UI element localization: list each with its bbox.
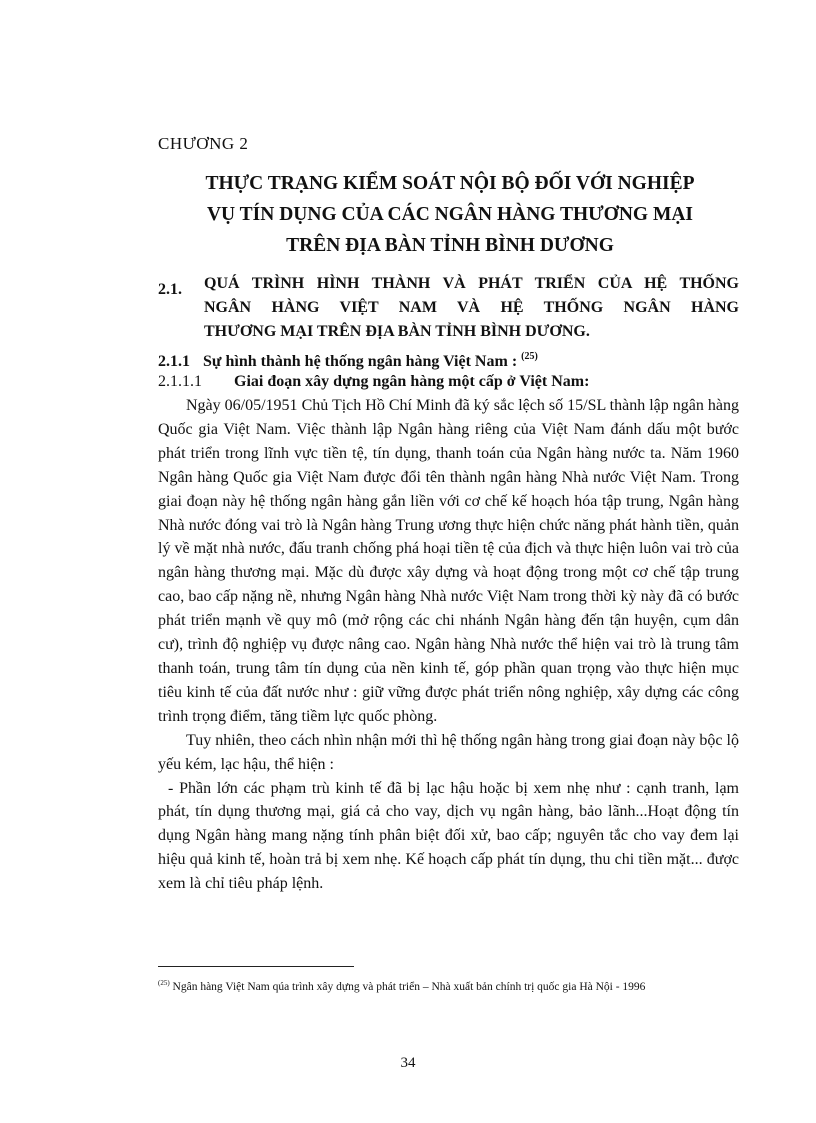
footnote [158, 974, 743, 996]
bullet-paragraph: - Phần lớn các phạm trù kinh tế đã bị lạc hậu hoặc bị xem nhẹ như : cạnh tranh, lạm phát, tín dụng thương mại, giá cả cho vay, dịch vụ ngân hàng, bảo lãnh...Hoạt động tín dụng Ngân hàng mang nặng tính phân biệt đối xử, bao cấp; nguyên tắc cho vay đem lại hiệu quả kinh tế, hoàn trả bị xem nhẹ. Kế hoạch cấp phát tín dụng, thu chi tiền mặt... được xem là chỉ tiêu pháp lệnh. [158, 779, 739, 893]
chapter-title [150, 168, 750, 261]
section-number: 2.1. [158, 281, 182, 298]
section-heading-line: NGÂN HÀNG VIỆT NAM VÀ HỆ THỐNG NGÂN HÀNG [204, 299, 739, 316]
chapter-label: CHƯƠNG 2 [158, 134, 249, 153]
page-number: 34 [400, 1055, 416, 1071]
footnote-divider [158, 966, 354, 967]
subsubsection-title: Giai đoạn xây dựng ngân hàng một cấp ở Việt Nam: [234, 373, 590, 390]
subsection-heading [158, 346, 538, 373]
subsection-number: 2.1.1 [158, 353, 190, 370]
paragraph: Tuy nhiên, theo cách nhìn nhận mới thì hệ thống ngân hàng trong giai đoạn này bộc lộ yếu kém, lạc hậu, thể hiện : [158, 731, 739, 773]
chapter-title-line: THỰC TRẠNG KIỂM SOÁT NỘI BỘ ĐỐI VỚI NGHIỆP [205, 173, 695, 194]
paragraph: Ngày 06/05/1951 Chủ Tịch Hồ Chí Minh đã ký sắc lệch số 15/SL thành lập ngân hàng Quốc gia Việt Nam. Việc thành lập Ngân hàng riêng của Việt Nam đánh dấu một bước phát triển trong lĩnh vực tiền tệ, tín dụng, thanh toán của Ngân hàng nước ta. Năm 1960 Ngân hàng Quốc gia Việt Nam được đổi tên thành ngân hàng Nhà nước Việt Nam. Trong giai đoạn này hệ thống ngân hàng gắn liền với cơ chế kế hoạch hóa tập trung, Ngân hàng Nhà nước đóng vai trò là Ngân hàng Trung ương thực hiện chức năng phát hành tiền, quản lý về mặt nhà nước, đấu tranh chống phá hoại tiền tệ của địch và thực hiện luôn vai trò của ngân hàng thương mại. Mặc dù được xây dựng và hoạt động trong một cơ chế tập trung cao, bao cấp nặng nề, nhưng Ngân hàng Nhà nước Việt Nam trong thời kỳ này đã có bước phát triển mạnh về quy mô (mở rộng các chi nhánh Ngân hàng đến tận huyện, cụm dân cư), trình độ nghiệp vụ được nâng cao. Ngân hàng Nhà nước thể hiện vai trò là trung tâm thanh toán, trung tâm tín dụng của nền kinh tế, góp phần quan trọng vào thực hiện mục tiêu kinh tế của đất nước như : giữ vững được phát triển nông nghiệp, xây dựng các công trình trọng điểm, tăng tiềm lực quốc phòng. [158, 397, 739, 725]
section-heading [204, 272, 739, 344]
footnote-marker: (25) [158, 979, 170, 987]
body-text [158, 394, 739, 896]
section-heading-line: THƯƠNG MẠI TRÊN ĐỊA BÀN TỈNH BÌNH DƯƠNG. [204, 323, 590, 340]
footnote-reference: (25) [521, 351, 538, 362]
subsubsection-heading [158, 371, 589, 393]
section-heading-line: QUÁ TRÌNH HÌNH THÀNH VÀ PHÁT TRIỂN CỦA HỆ THỐNG [204, 275, 739, 292]
subsection-title: Sự hình thành hệ thống ngân hàng Việt Nam : [203, 353, 518, 370]
chapter-title-line: VỤ TÍN DỤNG CỦA CÁC NGÂN HÀNG THƯƠNG MẠI [206, 204, 694, 225]
footnote-text: Ngân hàng Việt Nam qúa trình xây dựng và phát triển – Nhà xuất bản chính trị quốc gia Hà Nội - 1996 [172, 981, 646, 993]
subsubsection-number: 2.1.1.1 [158, 373, 202, 390]
chapter-title-line: TRÊN ĐỊA BÀN TỈNH BÌNH DƯƠNG [286, 235, 614, 256]
